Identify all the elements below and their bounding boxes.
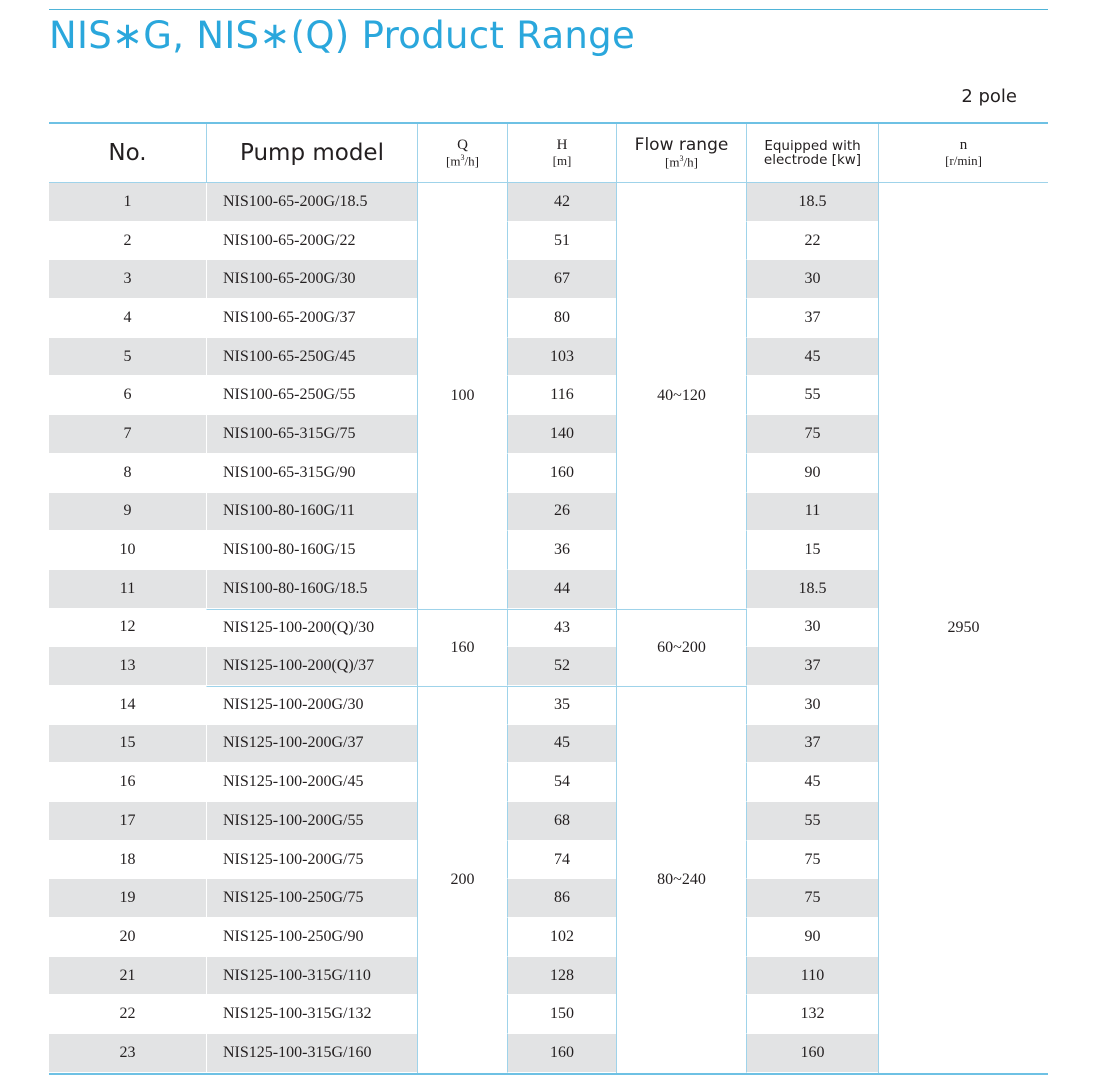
row-no: 23 <box>49 1034 206 1073</box>
row-power: 22 <box>746 222 878 261</box>
row-power: 55 <box>746 802 878 841</box>
header-q-unit <box>446 154 479 168</box>
row-power: 110 <box>746 957 878 996</box>
row-head: 43 <box>507 609 616 648</box>
row-power: 160 <box>746 1034 878 1073</box>
row-head: 44 <box>507 570 616 609</box>
row-power: 18.5 <box>746 570 878 609</box>
header-h <box>507 124 616 183</box>
row-no: 9 <box>49 493 206 532</box>
row-power: 45 <box>746 763 878 802</box>
row-power: 15 <box>746 531 878 570</box>
row-head: 35 <box>507 686 616 725</box>
row-model: NIS125-100-200G/30 <box>206 686 417 725</box>
header-h-symbol: H <box>556 137 568 154</box>
row-head: 128 <box>507 957 616 996</box>
row-head: 26 <box>507 493 616 532</box>
row-power: 18.5 <box>746 183 878 222</box>
row-model: NIS100-65-200G/30 <box>206 260 417 299</box>
row-no: 8 <box>49 454 206 493</box>
product-range-table <box>49 122 1048 1075</box>
row-model: NIS125-100-200G/75 <box>206 841 417 880</box>
row-head: 160 <box>507 1034 616 1073</box>
row-model: NIS100-65-250G/55 <box>206 376 417 415</box>
row-model: NIS125-100-315G/160 <box>206 1034 417 1073</box>
row-model: NIS100-65-200G/37 <box>206 299 417 338</box>
row-model: NIS125-100-250G/90 <box>206 918 417 957</box>
row-head: 67 <box>507 260 616 299</box>
row-model: NIS100-65-200G/18.5 <box>206 183 417 222</box>
row-power: 37 <box>746 725 878 764</box>
row-no: 14 <box>49 686 206 725</box>
row-model: NIS100-65-200G/22 <box>206 222 417 261</box>
row-model: NIS100-65-315G/90 <box>206 454 417 493</box>
header-equipped-line2: electrode [kw] <box>763 152 862 168</box>
group-flow-range: 80~240 <box>616 686 746 1073</box>
row-head: 45 <box>507 725 616 764</box>
row-model: NIS125-100-200G/37 <box>206 725 417 764</box>
row-no: 19 <box>49 879 206 918</box>
row-power: 90 <box>746 454 878 493</box>
row-head: 51 <box>507 222 616 261</box>
row-head: 36 <box>507 531 616 570</box>
header-model-label: Pump model <box>240 139 384 166</box>
row-model: NIS100-65-250G/45 <box>206 338 417 377</box>
row-no: 4 <box>49 299 206 338</box>
row-model: NIS125-100-315G/132 <box>206 995 417 1034</box>
row-power: 37 <box>746 647 878 686</box>
top-rule <box>49 9 1048 10</box>
group-q: 200 <box>417 686 507 1073</box>
row-head: 54 <box>507 763 616 802</box>
row-no: 17 <box>49 802 206 841</box>
row-no: 10 <box>49 531 206 570</box>
header-h-unit: [m] <box>552 153 572 169</box>
row-model: NIS125-100-200G/45 <box>206 763 417 802</box>
row-no: 6 <box>49 376 206 415</box>
row-head: 102 <box>507 918 616 957</box>
row-no: 12 <box>49 609 206 648</box>
speed-value: 2950 <box>878 183 1048 1073</box>
header-model <box>206 124 417 183</box>
header-q-unit-pre: [m <box>446 153 461 169</box>
header-flow-range <box>616 124 746 183</box>
row-no: 18 <box>49 841 206 880</box>
group-q: 160 <box>417 609 507 686</box>
row-no: 3 <box>49 260 206 299</box>
row-no: 5 <box>49 338 206 377</box>
header-flow-title: Flow range <box>634 135 729 156</box>
row-head: 103 <box>507 338 616 377</box>
header-speed-unit: [r/min] <box>945 153 982 169</box>
row-model: NIS125-100-315G/110 <box>206 957 417 996</box>
row-model: NIS100-65-315G/75 <box>206 415 417 454</box>
row-head: 150 <box>507 995 616 1034</box>
page-title: NIS∗G, NIS∗(Q) Product Range <box>49 14 636 57</box>
row-no: 15 <box>49 725 206 764</box>
header-flow-unit-sup: 3 <box>679 153 684 163</box>
group-flow-range: 40~120 <box>616 183 746 609</box>
row-model: NIS125-100-200G/55 <box>206 802 417 841</box>
row-power: 75 <box>746 879 878 918</box>
row-head: 52 <box>507 647 616 686</box>
row-head: 160 <box>507 454 616 493</box>
row-power: 75 <box>746 841 878 880</box>
row-no: 2 <box>49 222 206 261</box>
row-power: 30 <box>746 686 878 725</box>
row-no: 7 <box>49 415 206 454</box>
row-power: 55 <box>746 376 878 415</box>
header-flow-unit-pre: [m <box>665 154 680 170</box>
header-no <box>49 124 206 183</box>
row-power: 30 <box>746 260 878 299</box>
row-power: 30 <box>746 609 878 648</box>
header-flow-unit <box>665 155 698 169</box>
row-power: 45 <box>746 338 878 377</box>
row-model: NIS125-100-250G/75 <box>206 879 417 918</box>
header-speed-symbol: n <box>959 137 968 154</box>
row-model: NIS100-80-160G/11 <box>206 493 417 532</box>
header-q <box>417 124 507 183</box>
row-model: NIS125-100-200(Q)/37 <box>206 647 417 686</box>
group-q: 100 <box>417 183 507 609</box>
row-head: 42 <box>507 183 616 222</box>
row-no: 20 <box>49 918 206 957</box>
row-head: 116 <box>507 376 616 415</box>
row-power: 132 <box>746 995 878 1034</box>
row-head: 80 <box>507 299 616 338</box>
header-equipped <box>746 124 878 183</box>
row-no: 21 <box>49 957 206 996</box>
row-no: 16 <box>49 763 206 802</box>
row-power: 90 <box>746 918 878 957</box>
row-head: 74 <box>507 841 616 880</box>
row-power: 11 <box>746 493 878 532</box>
row-no: 22 <box>49 995 206 1034</box>
header-equipped-line1: Equipped with <box>764 137 861 154</box>
row-no: 13 <box>49 647 206 686</box>
header-q-symbol: Q <box>457 137 468 154</box>
row-power: 37 <box>746 299 878 338</box>
row-head: 68 <box>507 802 616 841</box>
header-no-label: No. <box>108 139 147 166</box>
row-model: NIS100-80-160G/15 <box>206 531 417 570</box>
row-model: NIS100-80-160G/18.5 <box>206 570 417 609</box>
row-no: 11 <box>49 570 206 609</box>
row-model: NIS125-100-200(Q)/30 <box>206 609 417 648</box>
row-head: 86 <box>507 879 616 918</box>
row-power: 75 <box>746 415 878 454</box>
header-q-unit-post: /h] <box>464 153 479 169</box>
row-head: 140 <box>507 415 616 454</box>
header-speed <box>878 124 1048 183</box>
header-q-unit-sup: 3 <box>460 152 465 162</box>
group-flow-range: 60~200 <box>616 609 746 686</box>
row-no: 1 <box>49 183 206 222</box>
pole-label: 2 pole <box>961 86 1017 107</box>
header-flow-unit-post: /h] <box>683 154 698 170</box>
